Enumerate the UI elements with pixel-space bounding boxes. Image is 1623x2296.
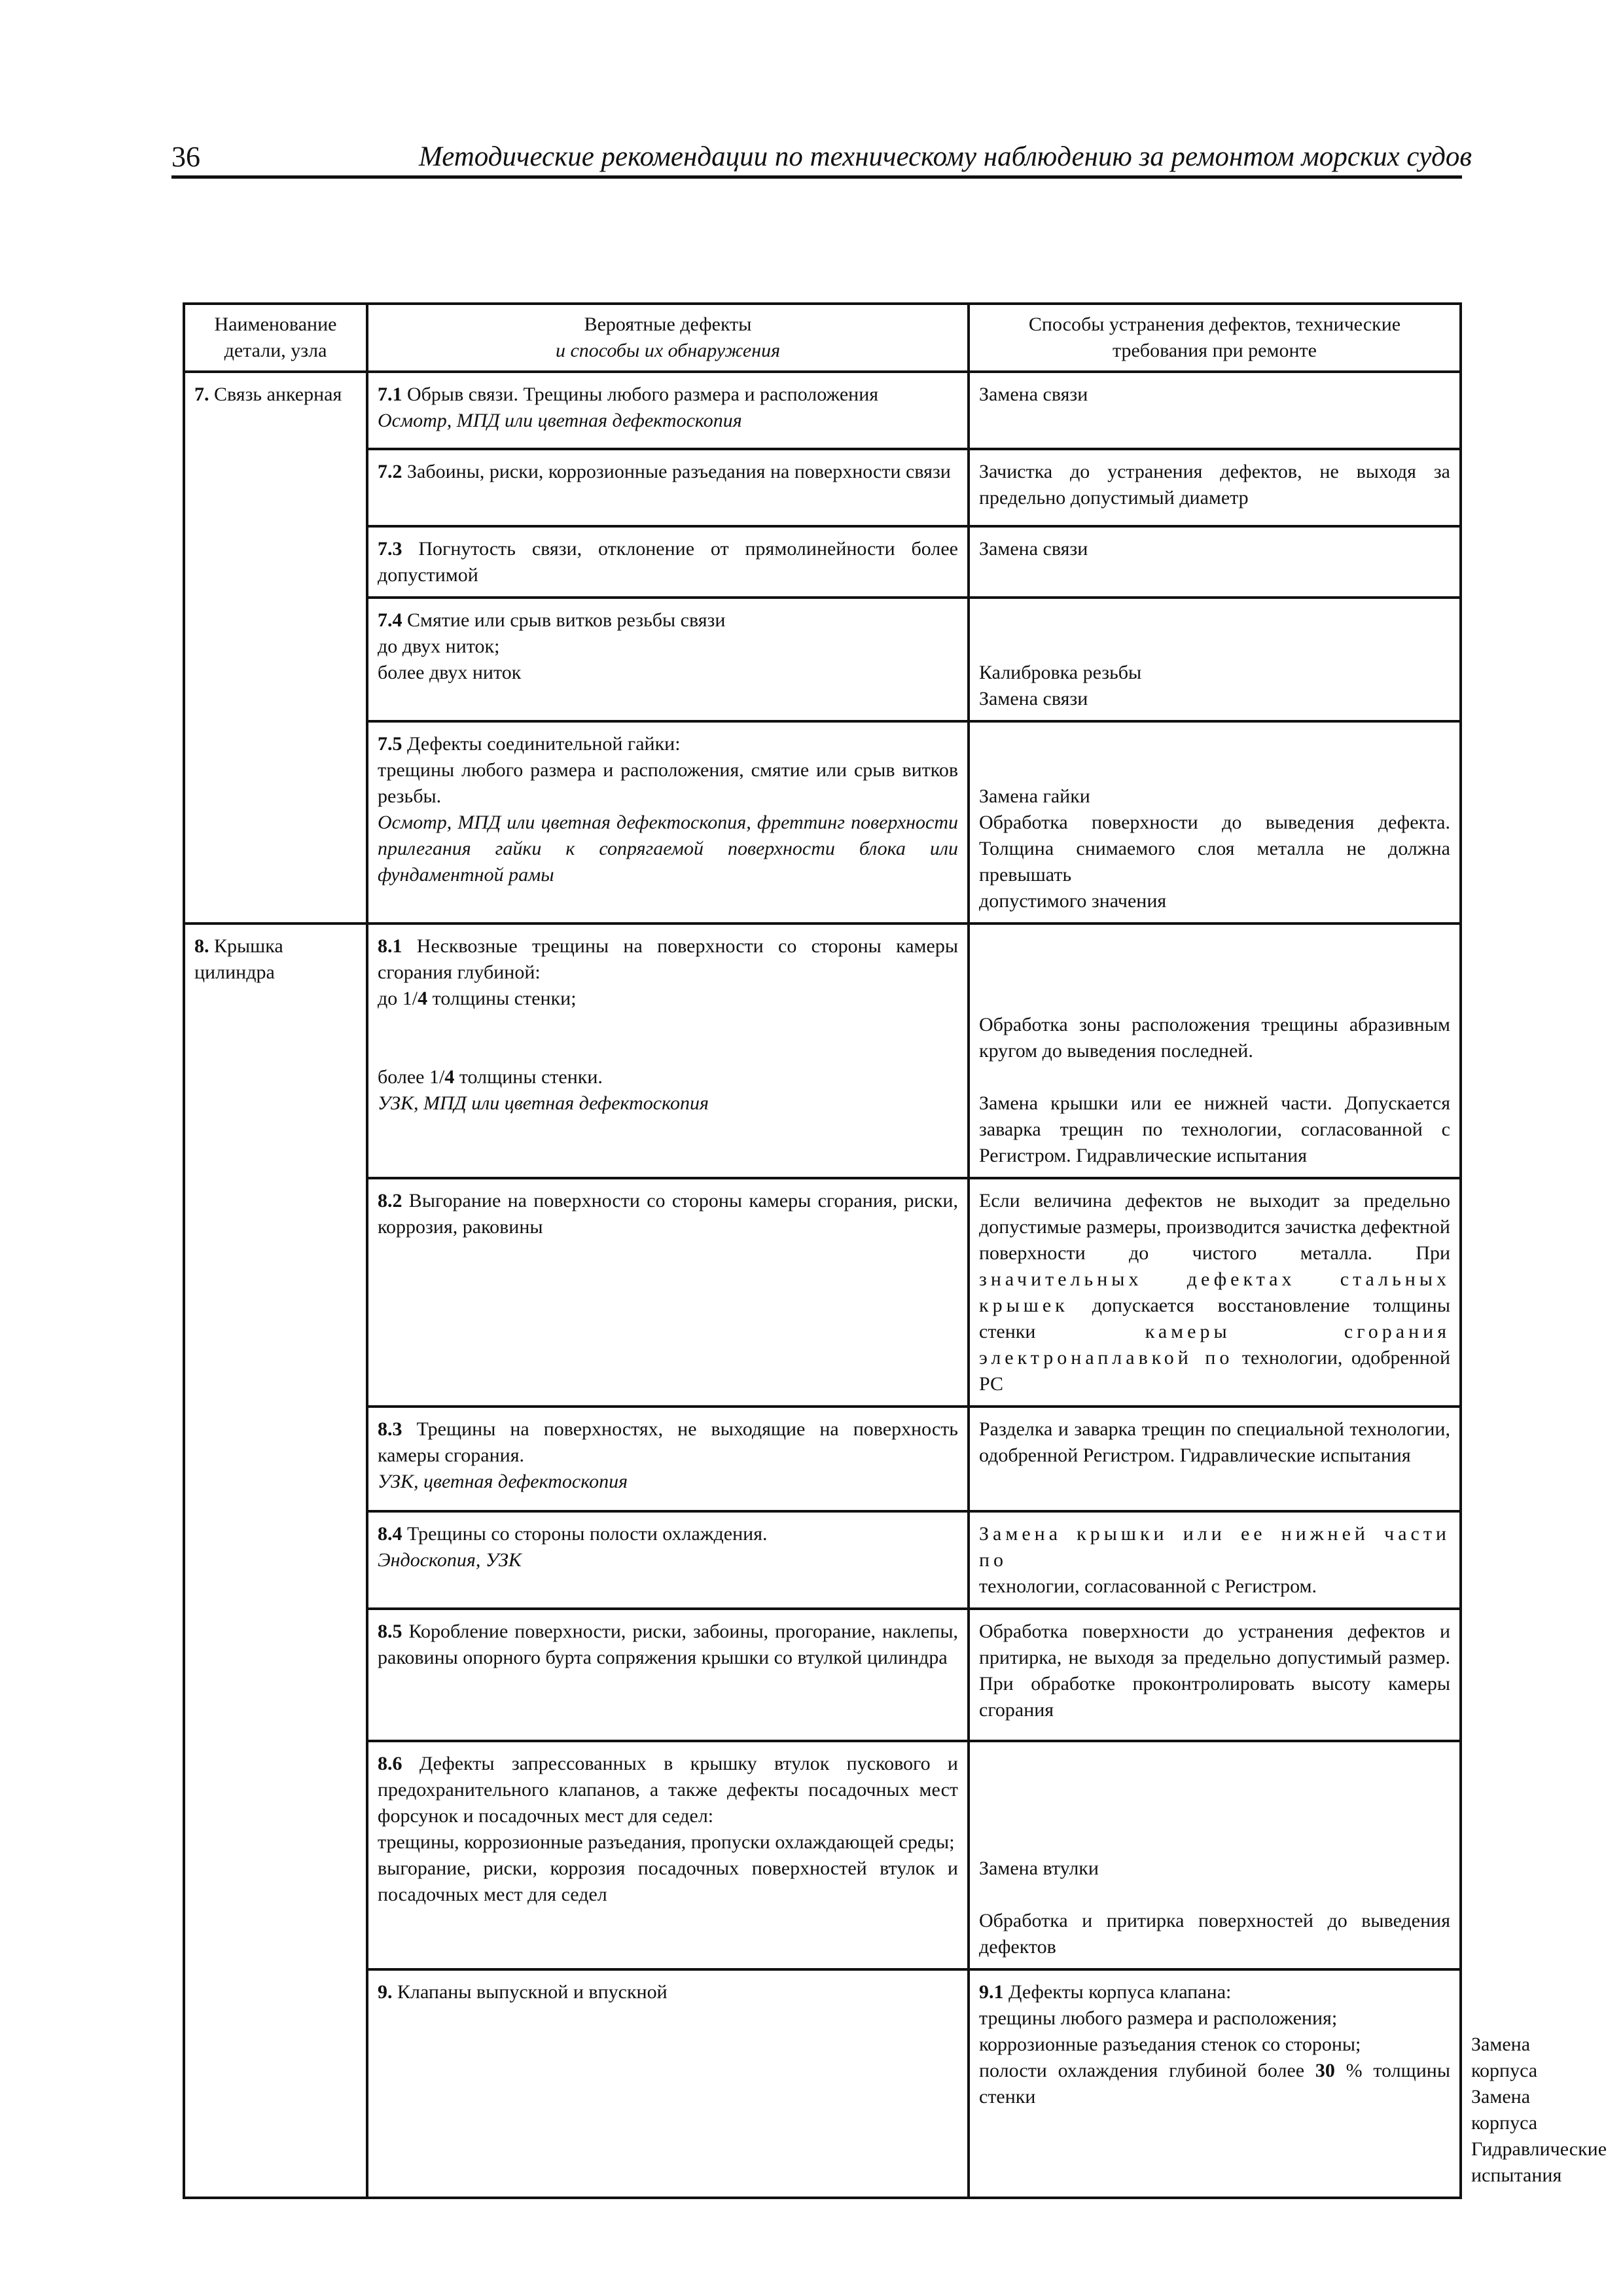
text-run: Трещины со стороны полости охлаждения. xyxy=(402,1523,768,1545)
text-run: технологии, согласованной с Регистром. xyxy=(979,1575,1317,1597)
text-run: технологии, одобренной РС xyxy=(979,1347,1450,1395)
text-run: % толщины стенки xyxy=(979,2060,1450,2108)
text-run: 4 xyxy=(418,988,428,1009)
text-run: 7.2 xyxy=(378,461,402,482)
text-run: более 1/ xyxy=(378,1066,445,1088)
text-run: 8.6 xyxy=(378,1753,402,1774)
text-run: требования при ремонте xyxy=(1113,340,1317,361)
text-run: трещины, коррозионные разъедания, пропуски охлаждающей среды; xyxy=(378,1831,955,1853)
defect-cell xyxy=(367,598,969,721)
text-run: Дефекты запрессованных в крышку втулок пускового и предохранительного клапанов, а также дефекты посадочных мест форсунок и посадочных мест для седел: xyxy=(378,1753,958,1827)
text-run: детали, узла xyxy=(224,340,327,361)
text-run: Замена крышки или ее нижней части по xyxy=(979,1523,1450,1571)
text-run: Дефекты соединительной гайки: xyxy=(402,733,681,755)
defect-cell xyxy=(367,721,969,924)
table-row xyxy=(184,1969,1461,2198)
text-run: 30 xyxy=(1315,2060,1335,2081)
text-run: до двух ниток; xyxy=(378,636,500,657)
text-run: 7.1 xyxy=(378,384,402,405)
remedy-cell xyxy=(969,924,1461,1178)
text-run: 7. xyxy=(194,384,209,405)
table-row xyxy=(184,526,1461,598)
running-title: Методические рекомендации по техническому наблюдению за ремонтом морских судов xyxy=(419,141,1472,172)
text-run: Осмотр, МПД или цветная дефектоскопия, фреттинг поверхности прилегания гайки к сопрягаемой поверхности блока или фундаментной рамы xyxy=(378,812,958,886)
table-header-row xyxy=(184,304,1461,372)
text-run: Замена крышки или ее нижней части. Допускается заварка трещин по технологии, согласованной с Регистром. Гидравлические испытания xyxy=(979,1092,1450,1166)
table-row xyxy=(184,449,1461,526)
defect-cell xyxy=(367,1609,969,1741)
text-run: Обработка поверхности до выведения дефекта. Толщина снимаемого слоя металла не должна превышать xyxy=(979,812,1450,886)
text-run: Связь анкерная xyxy=(209,384,342,405)
text-run: Обработка зоны расположения трещины абразивным кругом до выведения последней. xyxy=(979,1014,1450,1062)
text-run: значительных дефектах стальных крышек xyxy=(979,1268,1450,1316)
text-run: Гидравлические испытания xyxy=(1471,2138,1607,2186)
page-number: 36 xyxy=(171,141,200,173)
defect-cell xyxy=(367,526,969,598)
text-run: Если величина дефектов не выходит за предельно допустимые размеры, производится зачистка дефектной поверхности до чистого металла. При xyxy=(979,1190,1450,1264)
remedy-cell xyxy=(969,598,1461,721)
text-run: Коробление поверхности, риски, забоины, прогорание, наклепы, раковины опорного бурта сопряжения крышки со втулкой цилиндра xyxy=(378,1621,958,1668)
table-row xyxy=(184,721,1461,924)
defect-cell xyxy=(367,924,969,1178)
header-remedies xyxy=(969,304,1461,372)
text-run: допустимого значения xyxy=(979,890,1167,912)
text-run: 8.1 xyxy=(378,935,402,957)
table-row xyxy=(184,1609,1461,1741)
text-run: Крышка цилиндра xyxy=(194,935,283,983)
text-run: Обработка и притирка поверхностей до выведения дефектов xyxy=(979,1910,1450,1958)
table-row xyxy=(184,1407,1461,1511)
text-run: УЗК, цветная дефектоскопия xyxy=(378,1471,628,1492)
text-run: толщины стенки; xyxy=(427,988,577,1009)
defect-cell xyxy=(367,1741,969,1969)
text-run: трещины любого размера и расположения, смятие или срыв витков резьбы. xyxy=(378,759,958,807)
text-run: Замена втулки xyxy=(979,1857,1099,1879)
text-run: Замена связи xyxy=(979,384,1088,405)
text-run: 7.3 xyxy=(378,538,402,560)
text-run: 7.4 xyxy=(378,609,402,631)
text-run: Дефекты корпуса клапана: xyxy=(1003,1981,1232,2003)
text-run: Осмотр, МПД или цветная дефектоскопия xyxy=(378,410,742,431)
text-run: Замена гайки xyxy=(979,785,1090,807)
text-run: Зачистка до устранения дефектов, не выходя за предельно допустимый диаметр xyxy=(979,461,1450,509)
text-run: 8.4 xyxy=(378,1523,402,1545)
text-run: Замена корпуса xyxy=(1471,2034,1538,2081)
text-run: Замена корпуса xyxy=(1471,2086,1538,2134)
remedy-cell xyxy=(969,721,1461,924)
table-row xyxy=(184,1178,1461,1407)
text-run: выгорание, риски, коррозия посадочных поверхностей втулок и посадочных мест для седел xyxy=(378,1857,958,1905)
text-run: УЗК, МПД или цветная дефектоскопия xyxy=(378,1092,709,1114)
text-run: Обрыв связи. Трещины любого размера и расположения xyxy=(402,384,879,405)
text-run: Эндоскопия, УЗК xyxy=(378,1549,522,1571)
text-run: допускается восстановление толщины стенки xyxy=(979,1295,1450,1342)
text-run: трещины любого размера и расположения; xyxy=(979,2007,1338,2029)
remedy-cell xyxy=(969,449,1461,526)
text-run: Выгорание на поверхности со стороны камеры сгорания, риски, коррозия, раковины xyxy=(378,1190,958,1238)
text-run: полости охлаждения глубиной более xyxy=(979,2060,1315,2081)
text-run: толщины стенки. xyxy=(454,1066,603,1088)
text-run: 8.3 xyxy=(378,1418,402,1440)
remedy-cell xyxy=(969,1511,1461,1609)
defect-cell xyxy=(367,1511,969,1609)
text-run: 9.1 xyxy=(979,1981,1004,2003)
text-run: 9. xyxy=(378,1981,393,2003)
text-run: Замена связи xyxy=(979,688,1088,709)
text-run: до 1/ xyxy=(378,988,418,1009)
defect-cell xyxy=(367,1178,969,1407)
text-run: Погнутость связи, отклонение от прямолинейности более допустимой xyxy=(378,538,958,586)
defect-cell xyxy=(367,372,969,449)
defect-cell xyxy=(367,449,969,526)
text-run: камеры сгорания электронаплавкой по xyxy=(979,1321,1450,1369)
part-name-cell xyxy=(184,924,367,2198)
table-row xyxy=(184,1511,1461,1609)
remedy-cell xyxy=(969,372,1461,449)
text-run: Замена связи xyxy=(979,538,1088,560)
table-row xyxy=(184,372,1461,449)
table-body xyxy=(184,304,1607,2198)
table-row xyxy=(184,1741,1461,1969)
remedy-cell xyxy=(969,1178,1461,1407)
text-run: более двух ниток xyxy=(378,662,522,683)
text-run: 8.2 xyxy=(378,1190,402,1211)
text-run: 8.5 xyxy=(378,1621,402,1642)
header-part-name xyxy=(184,304,367,372)
defect-cell xyxy=(969,1969,1461,2198)
text-run: коррозионные разъедания стенок со стороны; xyxy=(979,2034,1361,2055)
part-name-cell xyxy=(184,372,367,924)
remedy-cell xyxy=(969,526,1461,598)
text-run: 8. xyxy=(194,935,209,957)
text-run: и способы их обнаружения xyxy=(555,340,781,361)
table-row xyxy=(184,924,1461,1178)
text-run: Клапаны выпускной и впускной xyxy=(392,1981,668,2003)
text-run: Наименование xyxy=(214,314,337,335)
text-run: Забоины, риски, коррозионные разъедания на поверхности связи xyxy=(402,461,951,482)
text-run: Несквозные трещины на поверхности со стороны камеры сгорания глубиной: xyxy=(378,935,958,983)
table-row xyxy=(184,598,1461,721)
defects-table xyxy=(183,302,1607,2199)
remedy-cell xyxy=(969,1609,1461,1741)
text-run: Вероятные дефекты xyxy=(584,314,752,335)
remedy-cell xyxy=(969,1741,1461,1969)
text-run: Разделка и заварка трещин по специальной технологии, одобренной Регистром. Гидравлические испытания xyxy=(979,1418,1450,1466)
remedy-cell xyxy=(969,1407,1461,1511)
header-rule xyxy=(171,175,1462,179)
text-run: Смятие или срыв витков резьбы связи xyxy=(402,609,726,631)
defect-cell xyxy=(367,1407,969,1511)
header-defects xyxy=(367,304,969,372)
part-name-cell xyxy=(367,1969,969,2198)
text-run: Обработка поверхности до устранения дефектов и притирка, не выходя за предельно допустимый размер. При обработке проконтролировать высоту камеры сгорания xyxy=(979,1621,1450,1721)
text-run: Трещины на поверхностях, не выходящие на поверхность камеры сгорания. xyxy=(378,1418,958,1466)
text-run: Способы устранения дефектов, технические xyxy=(1028,314,1401,335)
text-run: Калибровка резьбы xyxy=(979,662,1142,683)
text-run: 7.5 xyxy=(378,733,402,755)
text-run: 4 xyxy=(444,1066,455,1088)
